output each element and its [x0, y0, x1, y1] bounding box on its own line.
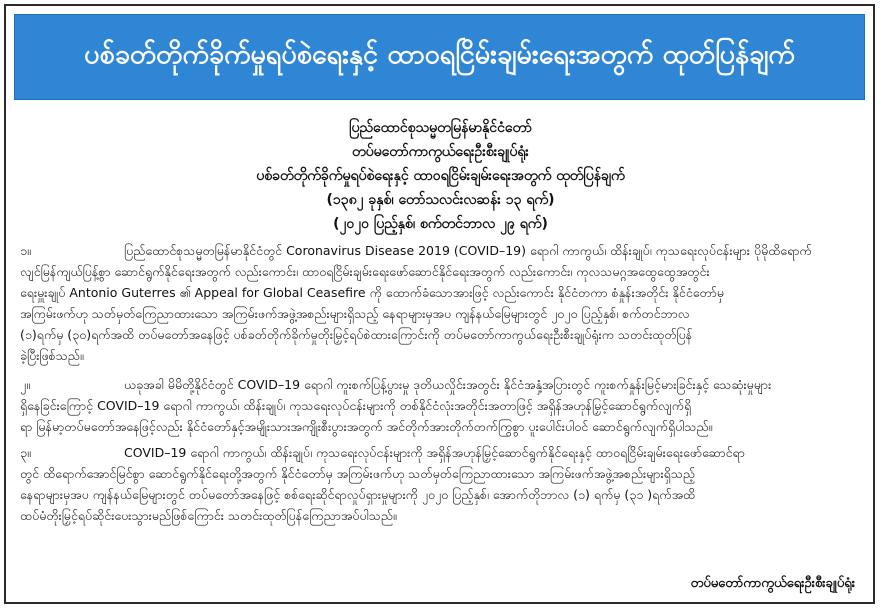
paragraph-line: COVID–19 ရောဂါ ကာကွယ်၊ ထိန်းချုပ်၊ ကုသရေးလုပ်ငန်းများကို အရှိန်အဟုန်မြှင့်ဆောင်ရွက်နိုင်ရေးနှင့် ထာဝရငြိမ်းချမ်းရေးဖော်ဆောင်ရာ — [124, 445, 745, 460]
paragraph-line: နေရာများမှအပ ကျန်နယ်မြေများတွင် တပ်မတော်အနေဖြင့် စစ်ရေးဆိုင်ရာလှုပ်ရှားမှုများကို ၂၀၂၀ ပြည့်နှစ်၊ အောက်တိုဘာလ (၁) ရက်မှ (၃၁ )ရက်အထိ — [20, 487, 696, 502]
paragraph-line: (၁)ရက်မှ (၃၀)ရက်အထိ တပ်မတော်အနေဖြင့် ပစ်ခတ်တိုက်ခိုက်မှုတိုးမြှင့်ရပ်စဲထားကြောင်းကို တပ်မတော်ကာကွယ်ရေးဦးစီးချုပ်ရုံးက သတင်းထုတ်ပြန် — [20, 327, 693, 342]
paragraph-number: ၂။ — [20, 377, 30, 392]
paragraph-line: အကြမ်းဖက်ဟု သတ်မှတ်ကြေညာထားသော အကြမ်းဖက်အဖွဲ့အစည်းများရှိသည့် နေရာများမှအပ ကျန်နယ်မြေများတွင် ၂၀၂၀ ပြည့်နှစ်၊ စက်တင်ဘာလ — [20, 306, 690, 321]
banner-title: ပစ်ခတ်တိုက်ခိုက်မှုရပ်စဲရေးနှင့် ထာဝရငြိမ်းချမ်းရေးအတွက် ထုတ်ပြန်ချက် — [84, 39, 795, 70]
signature: တပ်မတော်ကာကွယ်ရေးဦးစီးချုပ်ရုံး — [690, 576, 855, 591]
heading-myanmar-date: (၁၃၈၂ ခုနှစ်၊ တော်သလင်းလဆန်း ၁၃ ရက်) — [326, 192, 555, 208]
heading-gregorian-date: (၂၀၂၀ ပြည့်နှစ်၊ စက်တင်ဘာလ ၂၉ ရက်) — [333, 216, 548, 232]
paragraph-line: ရာ မြန်မာ့တပ်မတော်အနေဖြင့်လည်း နိုင်ငံတော်နှင့်အမျိုးသားအကျိုးစီးပွားအတွက် အင်တိုက်အားတိုက်တက်ကြွစွာ ပူးပေါင်းပါဝင် ဆောင်ရွက်လျက်ရှိပါသည်။ — [20, 419, 713, 434]
paragraph-line: ထပ်မံတိုးမြှင့်ရပ်ဆိုင်းပေးသွားမည်ဖြစ်ကြောင်း သတင်းထုတ်ပြန်ကြေညာအပ်ပါသည်။ — [20, 508, 397, 523]
paragraph-number: ၁။ — [20, 243, 31, 258]
heading-subject: ပစ်ခတ်တိုက်ခိုက်မှုရပ်စဲရေးနှင့် ထာဝရငြိမ်းချမ်းရေးအတွက် ထုတ်ပြန်ချက် — [256, 168, 625, 184]
paragraph-line: ခဲ့ပြီးဖြစ်သည်။ — [20, 348, 84, 363]
paragraph-line: တွင် ထိရောက်အောင်မြင်စွာ ဆောင်ရွက်နိုင်ရေးတို့အတွက် နိုင်ငံတော်မှ အကြမ်းဖက်ဟု သတ်မှတ်ကြေညာထားသော အကြမ်းဖက်အဖွဲ့အစည်းများရှိသည့် — [20, 466, 696, 481]
paragraph-2 — [20, 374, 861, 437]
paragraph-1 — [20, 240, 861, 366]
heading-office: တပ်မတော်ကာကွယ်ရေးဦးစီးချုပ်ရုံး — [352, 144, 529, 160]
paragraph-line: ပြည်ထောင်စုသမ္မတမြန်မာနိုင်ငံတွင် Coronavirus Disease 2019 (COVID–19) ရောဂါ ကာကွယ်၊ ထိန်းချုပ်၊ ကုသရေးလုပ်ငန်းများ ပိုမိုထိရောက် — [124, 243, 812, 258]
paragraph-line: ရေးမှူးချုပ် Antonio Guterres ၏ Appeal for Global Ceasefire ကို ထောက်ခံသောအားဖြင့် လည်းကောင်း နိုင်ငံတကာ စံနှုန်းအတိုင်း နိုင်ငံတော်မှ — [20, 285, 724, 300]
heading-country: ပြည်ထောင်စုသမ္မတမြန်မာနိုင်ငံတော် — [349, 120, 532, 136]
title-banner — [14, 14, 865, 100]
paragraph-line: ရှိနေခြင်းကြောင့် COVID–19 ရောဂါ ကာကွယ်၊ ထိန်းချုပ်၊ ကုသရေးလုပ်ငန်းများကို တစ်နိုင်ငံလုံးအတိုင်းအတာဖြင့် အရှိန်အဟုန်မြှင့်ဆောင်ရွက်လျက်ရှိ — [20, 398, 692, 413]
paragraph-3 — [20, 442, 861, 526]
paragraph-line: လျင်မြန်ကျယ်ပြန့်စွာ ဆောင်ရွက်နိုင်ရေးအတွက် လည်းကောင်း၊ ထာဝရငြိမ်းချမ်းရေးဖော်ဆောင်နိုင်ရေးအတွက် လည်းကောင်း၊ ကုလသမဂ္ဂအထွေထွေအတွင်း — [20, 264, 710, 279]
paragraph-number: ၃။ — [20, 445, 31, 460]
paragraph-line: ယခုအခါ မိမိတို့နိုင်ငံတွင် COVID–19 ရောဂါ ကူးစက်ပြန့်ပွားမှု ဒုတိယလှိုင်းအတွင်း နိုင်ငံအနှံ့အပြားတွင် ကူးစက်နှုန်းမြင့်မားခြင်းနှင့် သေဆုံးမှုများ — [124, 377, 772, 392]
